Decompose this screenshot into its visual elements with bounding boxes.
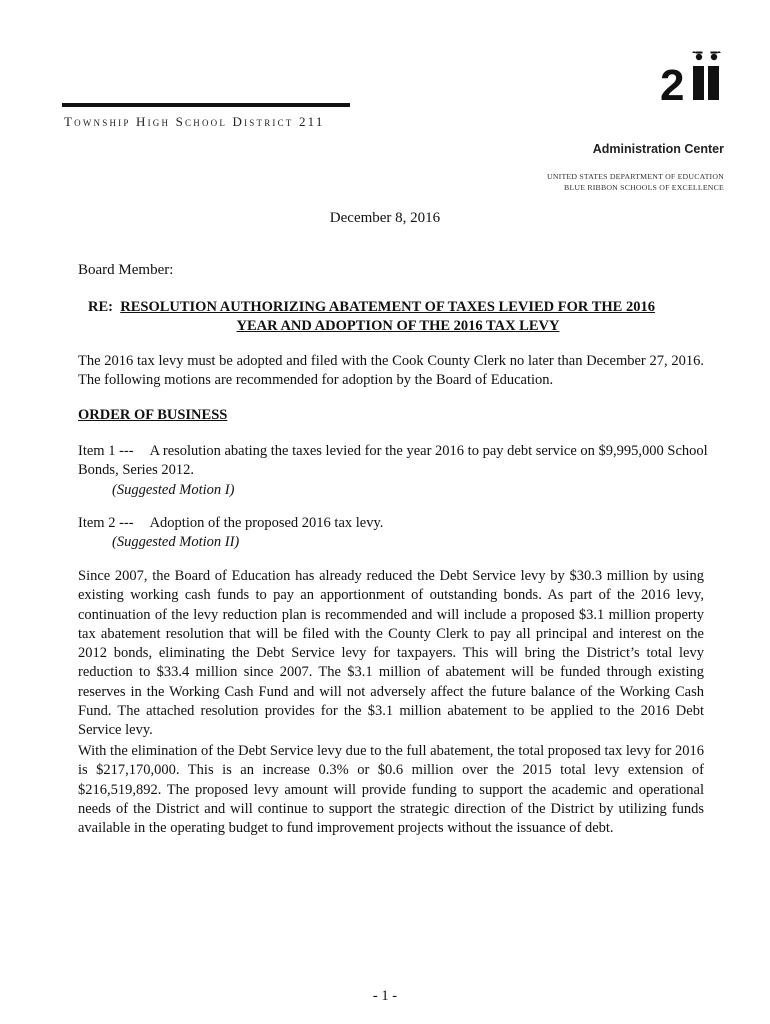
salutation: Board Member: <box>78 262 174 278</box>
re-label: RE: <box>88 299 113 315</box>
suggested-motion: (Suggested Motion I) <box>112 481 235 498</box>
subject-line-2: YEAR AND ADOPTION OF THE 2016 TAX LEVY <box>236 318 560 334</box>
intro-paragraph: The 2016 tax levy must be adopted and filed with the Cook County Clerk no later than December 27, 2016. The following motions are recommended for adoption by the Board of Education. <box>78 353 704 389</box>
agenda-item <box>78 514 718 553</box>
suggested-motion: (Suggested Motion II) <box>112 534 240 551</box>
agenda-item-text: Adoption of the proposed 2016 tax levy. <box>149 515 384 531</box>
subject-block <box>88 298 688 336</box>
proposed-levy-paragraph: With the elimination of the Debt Service levy due to the full abatement, the total proposed tax levy for 2016 is $217,170,000. This is an increase 0.3% or $0.6 million over the 2015 total levy extension of $216,519,892. The proposed levy amount will provide funding to support the academic and operational needs of the District and will continue to support the strategic direction of the District by utilizing funds available in the operating budget to fund improvement projects without the issuance of debt. <box>78 743 704 837</box>
levy-reduction-paragraph: Since 2007, the Board of Education has already reduced the Debt Service levy by $30.3 million by using existing working cash funds to pay an apportionment of outstanding bonds. As part of the 2016 levy, continuation of the levy reduction plan is recommended and will include a proposed $3.1 million property tax abatement resolution that will be filed with the County Clerk to pay all principal and interest on the 2012 bonds, eliminating the Debt Service levy for taxpayers. This will bring the District’s total levy reduction to $33.4 million since 2007. The $3.1 million of abatement will be funded through existing reserves in the Working Cash Fund and will not adversely affect the future balance of the Working Cash Fund. The attached resolution provides for the $3.1 million abatement to be applied to the 2016 Debt Service levy. <box>78 568 704 739</box>
agenda-item-text: A resolution abating the taxes levied for the year 2016 to pay debt service on $9,995,000 School Bonds, Series 2012. <box>78 443 708 479</box>
agenda-item <box>78 442 718 500</box>
award-line-2: BLUE RIBBON SCHOOLS OF EXCELLENCE <box>564 183 724 192</box>
award-line-1: UNITED STATES DEPARTMENT OF EDUCATION <box>547 172 724 181</box>
page-number: - 1 - <box>372 988 398 1004</box>
svg-text:2: 2 <box>660 61 682 102</box>
header-rule <box>62 103 350 107</box>
district-211-logo <box>654 50 734 102</box>
order-of-business-heading: ORDER OF BUSINESS <box>78 407 228 423</box>
memo-date: December 8, 2016 <box>329 210 441 226</box>
agenda-item-label: Item 2 --- <box>78 515 134 531</box>
district-name: Township High School District 211 <box>64 114 325 129</box>
administration-center-label: Administration Center <box>592 142 724 156</box>
subject-line-1: RESOLUTION AUTHORIZING ABATEMENT OF TAXES LEVIED FOR THE 2016 <box>120 299 655 315</box>
agenda-item-label: Item 1 --- <box>78 443 134 459</box>
